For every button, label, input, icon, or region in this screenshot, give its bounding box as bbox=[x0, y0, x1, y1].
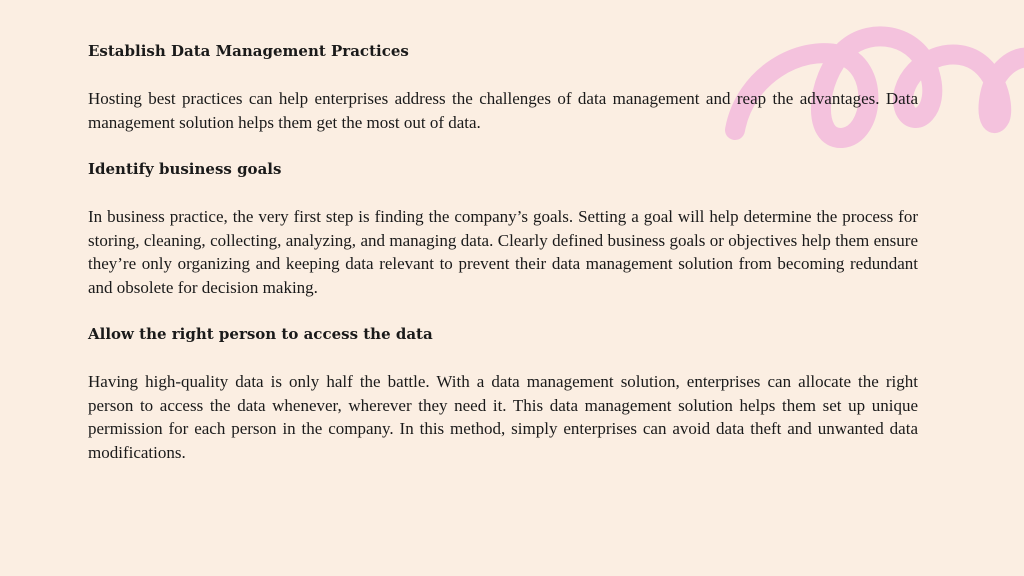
section-2-heading: Identify business goals bbox=[88, 160, 282, 178]
section-1-heading: Establish Data Management Practices bbox=[88, 42, 409, 60]
section-3-heading: Allow the right person to access the data bbox=[88, 325, 433, 343]
section-3-body: Having high-quality data is only half the battle. With a data management solution, enterprises can allocate the right person to access the data whenever, wherever they need it. This data management solution helps them set up unique permission for each person in the company. In this method, simply enterprises can avoid data theft and unwanted data modifications. bbox=[88, 372, 918, 462]
section-2-body: In business practice, the very first step is finding the company’s goals. Setting a goal will help determine the process for storing, cleaning, collecting, analyzing, and managing data. Clearly defined business goals or objectives help them ensure they’re only organizing and keeping data relevant to prevent their data management solution from becoming redundant and obsolete for decision making. bbox=[88, 207, 918, 297]
section-1-body: Hosting best practices can help enterprises address the challenges of data management and reap the advantages. Data management solution helps them get the most out of data. bbox=[88, 89, 918, 132]
article bbox=[88, 40, 918, 464]
